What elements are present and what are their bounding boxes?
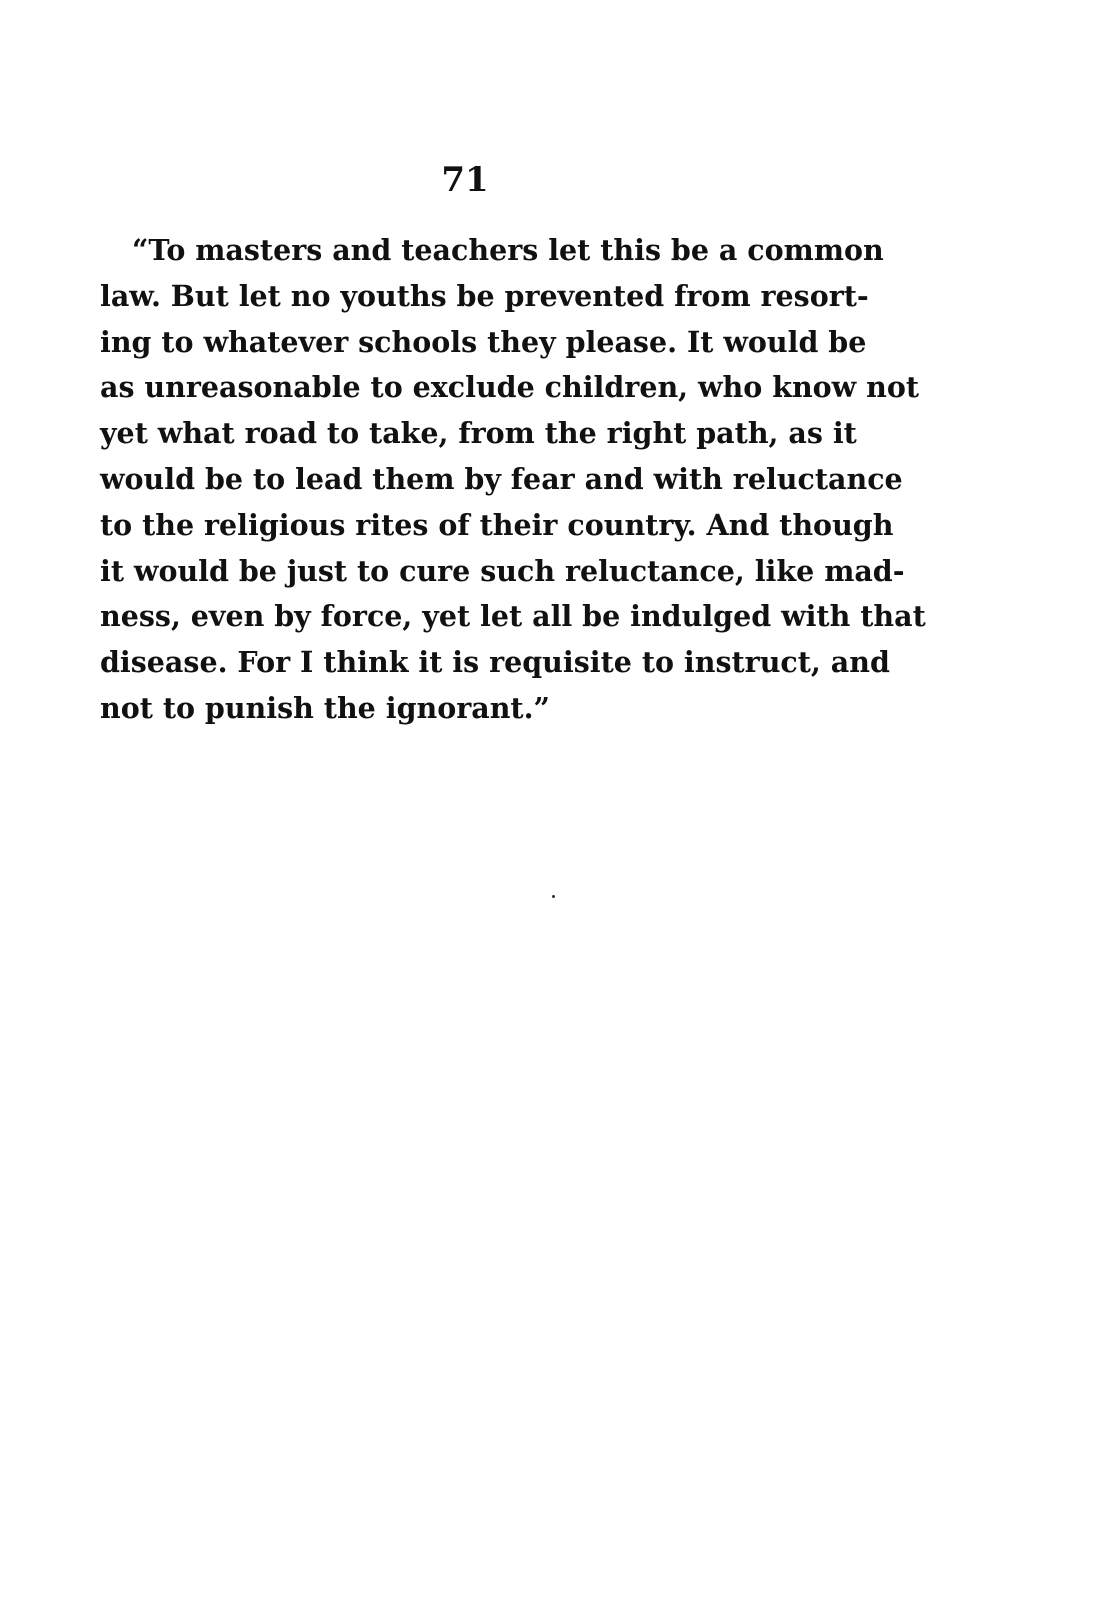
- text-line: yet what road to take, from the right path, as it: [100, 416, 857, 451]
- text-line: law. But let no youths be prevented from resort-: [100, 278, 869, 313]
- text-line: to the religious rites of their country. And though: [100, 507, 894, 542]
- ink-speck: [552, 895, 555, 898]
- body-text: [100, 228, 926, 732]
- text-line: ing to whatever schools they please. It would be: [100, 324, 867, 359]
- text-line: disease. For I think it is requisite to instruct, and: [100, 645, 890, 680]
- text-line: as unreasonable to exclude children, who know not: [100, 370, 920, 405]
- text-line: not to punish the ignorant.”: [100, 690, 550, 725]
- text-line: it would be just to cure such reluctance, like mad-: [100, 553, 905, 588]
- page-number: 71: [441, 160, 489, 200]
- text-line: would be to lead them by fear and with reluctance: [100, 461, 903, 496]
- text-line: “To masters and teachers let this be a common: [132, 233, 884, 267]
- text-line: ness, even by force, yet let all be indulged with that: [100, 599, 926, 634]
